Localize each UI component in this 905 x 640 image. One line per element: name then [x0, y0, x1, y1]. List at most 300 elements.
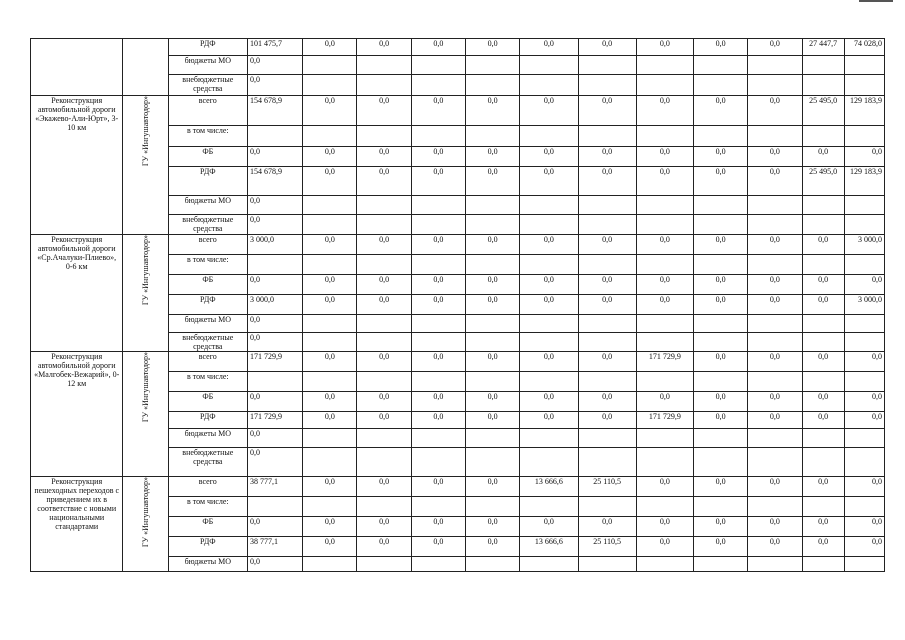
- value-cell: [411, 333, 465, 352]
- value-cell: 3 000,0: [844, 295, 884, 315]
- value-cell: 0,0: [694, 352, 748, 372]
- value-cell: [748, 196, 802, 215]
- row-label-vsego: всего: [168, 477, 247, 497]
- value-cell: [247, 372, 302, 392]
- row-label-v-tom-chisle: в том числе:: [168, 255, 247, 275]
- value-cell: 0,0: [465, 517, 519, 537]
- budget-table: [30, 38, 885, 572]
- value-cell: 0,0: [578, 39, 636, 56]
- value-cell: [636, 56, 693, 75]
- value-cell: 0,0: [636, 537, 693, 557]
- value-cell: 0,0: [802, 477, 844, 497]
- value-cell: [357, 315, 411, 333]
- value-cell: 0,0: [357, 167, 411, 196]
- value-cell: [748, 255, 802, 275]
- executor-label: ГУ «Ингушавтодор»: [141, 96, 151, 167]
- value-cell: [636, 196, 693, 215]
- value-cell: 0,0: [303, 412, 357, 429]
- row-label-vnebudget: внебюджетные средства: [168, 448, 247, 477]
- value-cell: 0,0: [303, 352, 357, 372]
- row-label-vsego: всего: [168, 352, 247, 372]
- value-cell: [247, 255, 302, 275]
- value-cell: [844, 315, 884, 333]
- value-cell: 0,0: [844, 517, 884, 537]
- executor-label: ГУ «Ингушавтодор»: [141, 352, 151, 423]
- value-cell: 0,0: [520, 39, 578, 56]
- value-cell: 0,0: [411, 295, 465, 315]
- value-cell: [636, 315, 693, 333]
- value-cell: 0,0: [357, 235, 411, 255]
- value-cell: 0,0: [748, 167, 802, 196]
- value-cell: 0,0: [748, 537, 802, 557]
- value-cell: 0,0: [694, 517, 748, 537]
- value-cell: 0,0: [247, 215, 302, 235]
- row-label-rdf: РДФ: [168, 537, 247, 557]
- project-name: Реконструкция автомобильной дороги «Экажево-Али-Юрт», 3-10 км: [31, 96, 123, 235]
- value-cell: 129 183,9: [844, 96, 884, 126]
- value-cell: 0,0: [694, 275, 748, 295]
- value-cell: 0,0: [465, 352, 519, 372]
- value-cell: [802, 557, 844, 572]
- row-label-rdf: РДФ: [168, 39, 247, 56]
- value-cell: 0,0: [694, 412, 748, 429]
- value-cell: [844, 215, 884, 235]
- value-cell: 0,0: [247, 392, 302, 412]
- value-cell: [520, 448, 578, 477]
- value-cell: [844, 448, 884, 477]
- value-cell: [802, 429, 844, 448]
- value-cell: 0,0: [520, 96, 578, 126]
- value-cell: 0,0: [694, 167, 748, 196]
- value-cell: [844, 372, 884, 392]
- value-cell: 171 729,9: [247, 412, 302, 429]
- value-cell: [520, 315, 578, 333]
- value-cell: 0,0: [465, 96, 519, 126]
- value-cell: [802, 56, 844, 75]
- value-cell: [520, 255, 578, 275]
- value-cell: 0,0: [303, 39, 357, 56]
- row-label-rdf: РДФ: [168, 412, 247, 429]
- value-cell: [303, 372, 357, 392]
- value-cell: 0,0: [411, 537, 465, 557]
- value-cell: 0,0: [303, 477, 357, 497]
- value-cell: 0,0: [357, 352, 411, 372]
- value-cell: [411, 448, 465, 477]
- value-cell: 0,0: [303, 517, 357, 537]
- row-label-budget-mo: бюджеты МО: [168, 196, 247, 215]
- value-cell: 0,0: [748, 39, 802, 56]
- value-cell: [357, 196, 411, 215]
- value-cell: 0,0: [578, 235, 636, 255]
- value-cell: 0,0: [247, 147, 302, 167]
- value-cell: 0,0: [247, 557, 302, 572]
- value-cell: [694, 497, 748, 517]
- value-cell: [357, 333, 411, 352]
- value-cell: [578, 215, 636, 235]
- value-cell: [844, 557, 884, 572]
- row-label-v-tom-chisle: в том числе:: [168, 126, 247, 147]
- value-cell: 0,0: [357, 392, 411, 412]
- value-cell: 0,0: [411, 275, 465, 295]
- value-cell: [578, 448, 636, 477]
- value-cell: 129 183,9: [844, 167, 884, 196]
- value-cell: 0,0: [844, 537, 884, 557]
- value-cell: [465, 557, 519, 572]
- value-cell: 0,0: [357, 517, 411, 537]
- value-cell: 0,0: [247, 315, 302, 333]
- project-name: Реконструкция автомобильной дороги «Ср.Ачалуки-Плиево», 0-6 км: [31, 235, 123, 352]
- value-cell: 0,0: [465, 167, 519, 196]
- value-cell: [520, 126, 578, 147]
- value-cell: 0,0: [748, 352, 802, 372]
- value-cell: 25 110,5: [578, 537, 636, 557]
- value-cell: [520, 557, 578, 572]
- value-cell: 0,0: [802, 235, 844, 255]
- row-label-fb: ФБ: [168, 275, 247, 295]
- executor-cell: [123, 352, 168, 477]
- value-cell: 0,0: [578, 517, 636, 537]
- value-cell: 0,0: [636, 147, 693, 167]
- value-cell: [802, 75, 844, 96]
- value-cell: 25 495,0: [802, 96, 844, 126]
- value-cell: [411, 196, 465, 215]
- value-cell: 0,0: [520, 167, 578, 196]
- value-cell: [694, 429, 748, 448]
- value-cell: [844, 126, 884, 147]
- value-cell: 0,0: [411, 147, 465, 167]
- value-cell: 0,0: [411, 412, 465, 429]
- value-cell: [303, 255, 357, 275]
- value-cell: 74 028,0: [844, 39, 884, 56]
- value-cell: 0,0: [802, 412, 844, 429]
- value-cell: 0,0: [411, 477, 465, 497]
- value-cell: [465, 497, 519, 517]
- value-cell: 0,0: [636, 235, 693, 255]
- value-cell: [802, 315, 844, 333]
- value-cell: [247, 126, 302, 147]
- value-cell: [303, 497, 357, 517]
- value-cell: [520, 372, 578, 392]
- value-cell: 0,0: [636, 39, 693, 56]
- value-cell: 0,0: [748, 275, 802, 295]
- value-cell: [465, 75, 519, 96]
- value-cell: 0,0: [411, 392, 465, 412]
- value-cell: [357, 429, 411, 448]
- value-cell: 0,0: [465, 295, 519, 315]
- value-cell: [465, 126, 519, 147]
- value-cell: 0,0: [694, 477, 748, 497]
- value-cell: 0,0: [748, 147, 802, 167]
- value-cell: [694, 215, 748, 235]
- value-cell: [303, 315, 357, 333]
- value-cell: 0,0: [465, 537, 519, 557]
- value-cell: [357, 75, 411, 96]
- value-cell: [636, 429, 693, 448]
- value-cell: [636, 448, 693, 477]
- value-cell: 0,0: [578, 352, 636, 372]
- value-cell: [748, 497, 802, 517]
- value-cell: [802, 448, 844, 477]
- executor-cell: [123, 235, 168, 352]
- row-label-budget-mo: бюджеты МО: [168, 56, 247, 75]
- value-cell: [303, 56, 357, 75]
- value-cell: 0,0: [802, 275, 844, 295]
- value-cell: [802, 497, 844, 517]
- value-cell: [748, 429, 802, 448]
- value-cell: [748, 56, 802, 75]
- value-cell: 0,0: [802, 352, 844, 372]
- value-cell: [578, 557, 636, 572]
- value-cell: [694, 56, 748, 75]
- value-cell: 0,0: [465, 39, 519, 56]
- value-cell: [578, 75, 636, 96]
- value-cell: [844, 75, 884, 96]
- value-cell: 0,0: [636, 96, 693, 126]
- value-cell: 0,0: [357, 295, 411, 315]
- value-cell: [303, 126, 357, 147]
- value-cell: 3 000,0: [247, 235, 302, 255]
- value-cell: [694, 448, 748, 477]
- value-cell: 0,0: [844, 477, 884, 497]
- value-cell: 0,0: [465, 235, 519, 255]
- value-cell: 0,0: [303, 147, 357, 167]
- value-cell: [636, 372, 693, 392]
- row-label-budget-mo: бюджеты МО: [168, 429, 247, 448]
- value-cell: 0,0: [520, 147, 578, 167]
- executor-label: ГУ «Ингушавтодор»: [141, 235, 151, 306]
- value-cell: [636, 557, 693, 572]
- value-cell: [748, 215, 802, 235]
- value-cell: [520, 215, 578, 235]
- value-cell: [636, 75, 693, 96]
- value-cell: [465, 315, 519, 333]
- project-name: Реконструкция пешеходных переходов с приведением их в соответствие с новыми национальными стандартами: [31, 477, 123, 572]
- value-cell: [303, 75, 357, 96]
- value-cell: 3 000,0: [247, 295, 302, 315]
- value-cell: [844, 497, 884, 517]
- value-cell: [694, 557, 748, 572]
- value-cell: 154 678,9: [247, 96, 302, 126]
- value-cell: 0,0: [578, 167, 636, 196]
- value-cell: [748, 557, 802, 572]
- value-cell: 0,0: [748, 96, 802, 126]
- value-cell: [694, 255, 748, 275]
- value-cell: 0,0: [844, 352, 884, 372]
- value-cell: 0,0: [520, 295, 578, 315]
- value-cell: 0,0: [465, 275, 519, 295]
- value-cell: 0,0: [520, 275, 578, 295]
- value-cell: [303, 196, 357, 215]
- value-cell: 0,0: [636, 517, 693, 537]
- value-cell: 0,0: [748, 412, 802, 429]
- value-cell: 0,0: [247, 75, 302, 96]
- table-row: [31, 235, 885, 255]
- value-cell: 0,0: [247, 448, 302, 477]
- row-label-fb: ФБ: [168, 147, 247, 167]
- value-cell: [303, 448, 357, 477]
- value-cell: [578, 126, 636, 147]
- executor-label: ГУ «Ингушавтодор»: [141, 477, 151, 548]
- value-cell: 0,0: [411, 352, 465, 372]
- value-cell: 0,0: [357, 275, 411, 295]
- value-cell: [844, 196, 884, 215]
- value-cell: 0,0: [802, 295, 844, 315]
- value-cell: [411, 372, 465, 392]
- value-cell: 0,0: [357, 412, 411, 429]
- value-cell: 171 729,9: [636, 412, 693, 429]
- value-cell: 0,0: [636, 477, 693, 497]
- value-cell: 0,0: [520, 352, 578, 372]
- value-cell: [411, 215, 465, 235]
- value-cell: 27 447,7: [802, 39, 844, 56]
- value-cell: 0,0: [411, 167, 465, 196]
- value-cell: [694, 333, 748, 352]
- value-cell: 0,0: [844, 147, 884, 167]
- value-cell: 0,0: [247, 56, 302, 75]
- value-cell: [802, 372, 844, 392]
- value-cell: [520, 75, 578, 96]
- row-label-vsego: всего: [168, 96, 247, 126]
- value-cell: [844, 56, 884, 75]
- row-label-fb: ФБ: [168, 392, 247, 412]
- value-cell: 0,0: [578, 275, 636, 295]
- value-cell: [465, 333, 519, 352]
- value-cell: 0,0: [694, 147, 748, 167]
- value-cell: 0,0: [844, 392, 884, 412]
- value-cell: [411, 255, 465, 275]
- row-label-v-tom-chisle: в том числе:: [168, 497, 247, 517]
- value-cell: [357, 448, 411, 477]
- table-row: [31, 39, 885, 56]
- row-label-vnebudget: внебюджетные средства: [168, 333, 247, 352]
- value-cell: 0,0: [802, 392, 844, 412]
- value-cell: 0,0: [844, 412, 884, 429]
- value-cell: [357, 215, 411, 235]
- value-cell: [303, 333, 357, 352]
- value-cell: 0,0: [247, 196, 302, 215]
- value-cell: [802, 255, 844, 275]
- value-cell: 0,0: [411, 235, 465, 255]
- value-cell: 0,0: [465, 477, 519, 497]
- value-cell: [748, 126, 802, 147]
- value-cell: [465, 215, 519, 235]
- value-cell: 0,0: [802, 537, 844, 557]
- value-cell: [411, 315, 465, 333]
- value-cell: [520, 429, 578, 448]
- value-cell: 0,0: [357, 147, 411, 167]
- value-cell: 0,0: [247, 333, 302, 352]
- value-cell: [411, 126, 465, 147]
- value-cell: [578, 333, 636, 352]
- value-cell: 0,0: [748, 392, 802, 412]
- value-cell: [357, 557, 411, 572]
- value-cell: [578, 372, 636, 392]
- value-cell: 154 678,9: [247, 167, 302, 196]
- value-cell: 13 666,6: [520, 537, 578, 557]
- value-cell: 25 110,5: [578, 477, 636, 497]
- value-cell: 0,0: [578, 295, 636, 315]
- executor-cell: [123, 39, 168, 96]
- value-cell: 0,0: [694, 392, 748, 412]
- value-cell: 0,0: [694, 537, 748, 557]
- value-cell: 171 729,9: [247, 352, 302, 372]
- value-cell: [694, 126, 748, 147]
- value-cell: 0,0: [636, 392, 693, 412]
- value-cell: [748, 75, 802, 96]
- value-cell: 0,0: [578, 392, 636, 412]
- value-cell: 0,0: [465, 412, 519, 429]
- table-row: [31, 352, 885, 372]
- value-cell: 0,0: [802, 517, 844, 537]
- value-cell: 0,0: [247, 275, 302, 295]
- row-label-budget-mo: бюджеты МО: [168, 315, 247, 333]
- value-cell: 0,0: [357, 477, 411, 497]
- page-edge-mark: [859, 0, 893, 2]
- row-label-v-tom-chisle: в том числе:: [168, 372, 247, 392]
- value-cell: [520, 196, 578, 215]
- value-cell: [578, 497, 636, 517]
- value-cell: 13 666,6: [520, 477, 578, 497]
- value-cell: 0,0: [520, 412, 578, 429]
- value-cell: [578, 196, 636, 215]
- value-cell: 25 495,0: [802, 167, 844, 196]
- value-cell: [844, 255, 884, 275]
- value-cell: [844, 333, 884, 352]
- value-cell: 171 729,9: [636, 352, 693, 372]
- value-cell: [748, 333, 802, 352]
- value-cell: 0,0: [520, 517, 578, 537]
- row-label-vnebudget: внебюджетные средства: [168, 215, 247, 235]
- value-cell: [357, 56, 411, 75]
- value-cell: [303, 557, 357, 572]
- value-cell: 0,0: [247, 429, 302, 448]
- value-cell: [578, 429, 636, 448]
- value-cell: 38 777,1: [247, 537, 302, 557]
- value-cell: [520, 497, 578, 517]
- value-cell: 0,0: [303, 392, 357, 412]
- value-cell: [357, 255, 411, 275]
- row-label-vsego: всего: [168, 235, 247, 255]
- value-cell: 0,0: [578, 412, 636, 429]
- value-cell: 0,0: [636, 167, 693, 196]
- value-cell: 0,0: [303, 96, 357, 126]
- value-cell: [748, 315, 802, 333]
- value-cell: 0,0: [520, 235, 578, 255]
- value-cell: [694, 315, 748, 333]
- value-cell: [411, 497, 465, 517]
- value-cell: [465, 255, 519, 275]
- value-cell: 0,0: [357, 39, 411, 56]
- table-row: [31, 477, 885, 497]
- value-cell: [303, 429, 357, 448]
- value-cell: 0,0: [578, 96, 636, 126]
- value-cell: [465, 372, 519, 392]
- row-label-fb: ФБ: [168, 517, 247, 537]
- value-cell: 0,0: [303, 275, 357, 295]
- value-cell: [578, 315, 636, 333]
- value-cell: 0,0: [520, 392, 578, 412]
- value-cell: [802, 333, 844, 352]
- row-label-budget-mo: бюджеты МО: [168, 557, 247, 572]
- value-cell: 0,0: [411, 39, 465, 56]
- value-cell: 0,0: [694, 39, 748, 56]
- value-cell: 0,0: [636, 295, 693, 315]
- project-name: [31, 39, 123, 96]
- value-cell: [465, 448, 519, 477]
- value-cell: [748, 372, 802, 392]
- value-cell: 0,0: [465, 147, 519, 167]
- value-cell: 0,0: [303, 235, 357, 255]
